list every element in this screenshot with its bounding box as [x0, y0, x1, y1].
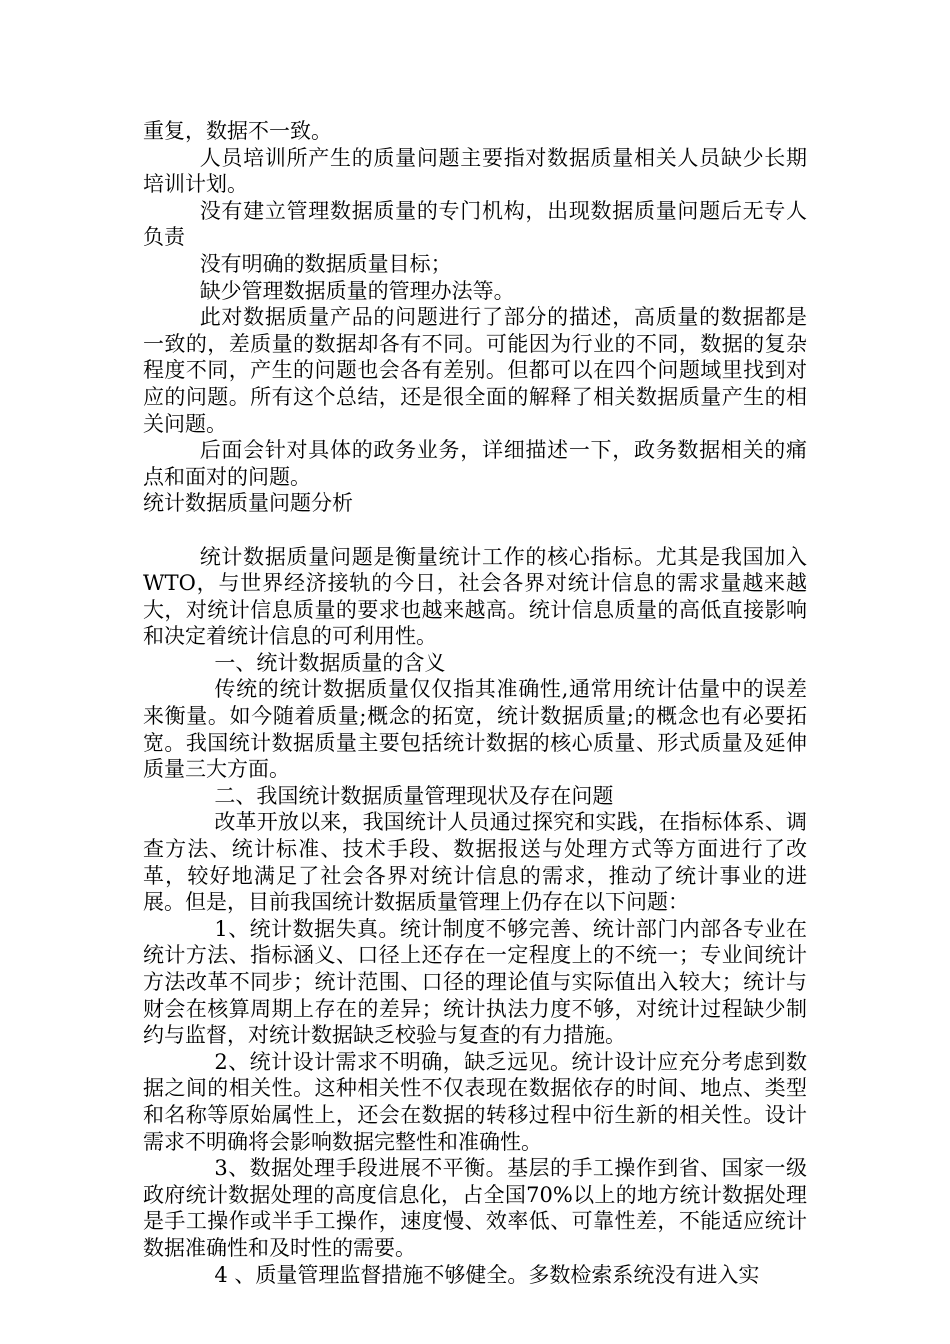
list-item-2: 2、统计设计需求不明确，缺乏远见。统计设计应充分考虑到数据之间的相关性。这种相关性不仅表现在数据依存的时间、地点、类型和名称等原始属性上，还会在数据的转移过程中衍生新的相关性。设计需求不明确将会影响数据完整性和准确性。 — [143, 1049, 807, 1154]
heading-meaning: 一、统计数据质量的含义 — [214, 650, 446, 675]
section-title: 统计数据质量问题分析 — [143, 491, 353, 516]
paragraph-status: 改革开放以来，我国统计人员通过探究和实践，在指标体系、调查方法、统计标准、技术手段、数据报送与处理方式等方面进行了改革，较好地满足了社会各界对统计信息的需求，推动了统计事业的进展。但是，目前我国统计数据质量管理上仍存在以下问题： — [143, 810, 807, 915]
paragraph-followup: 后面会针对具体的政务业务，详细描述一下，政务数据相关的痛点和面对的问题。 — [143, 438, 807, 489]
document-page — [143, 118, 807, 1288]
paragraph-summary: 此对数据质量产品的问题进行了部分的描述，高质量的数据都是一致的，差质量的数据却各有不同。可能因为行业的不同，数据的复杂程度不同，产生的问题也会各有差别。但都可以在四个问题域里找到对应的问题。所有这个总结，还是很全面的解释了相关数据质量产生的相关问题。 — [143, 305, 807, 436]
list-item-1: 1、统计数据失真。统计制度不够完善、统计部门内部各专业在统计方法、指标涵义、口径上还存在一定程度上的不统一；专业间统计方法改革不同步；统计范围、口径的理论值与实际值出入较大；统计与财会在核算周期上存在的差异；统计执法力度不够，对统计过程缺少制约与监督，对统计数据缺乏校验与复查的有力措施。 — [143, 916, 807, 1048]
list-item-4: 4 、质量管理监督措施不够健全。多数检索系统没有进入实 — [214, 1262, 760, 1287]
paragraph-meaning: 传统的统计数据质量仅仅指其准确性,通常用统计估量中的误差来衡量。如今随着质量;概念的拓宽，统计数据质量;的概念也有必要拓宽。我国统计数据质量主要包括统计数据的核心质量、形式质量及延伸质量三大方面。 — [143, 677, 807, 782]
heading-status: 二、我国统计数据质量管理现状及存在问题 — [214, 783, 614, 808]
paragraph-continued: 重复，数据不一致。 — [143, 119, 332, 143]
paragraph-no-target: 没有明确的数据质量目标； — [199, 251, 452, 276]
list-item-3: 3、数据处理手段进展不平衡。基层的手工操作到省、国家一级政府统计数据处理的高度信息化，占全国70%以上的地方统计数据处理是手工操作或半手工操作，速度慢、效率低、可靠性差，不能适应统计数据准确性和及时性的需要。 — [143, 1156, 807, 1260]
paragraph-training: 人员培训所产生的质量问题主要指对数据质量相关人员缺少长期培训计划。 — [143, 145, 807, 197]
paragraph-no-agency: 没有建立管理数据质量的专门机构，出现数据质量问题后无专人负责 — [143, 198, 807, 250]
paragraph-no-method: 缺少管理数据质量的管理办法等。 — [199, 278, 515, 303]
paragraph-intro: 统计数据质量问题是衡量统计工作的核心指标。尤其是我国加入WTO，与世界经济接轨的今日，社会各界对统计信息的需求量越来越大，对统计信息质量的要求也越来越高。统计信息质量的高低直接影响和决定着统计信息的可利用性。 — [143, 544, 807, 649]
